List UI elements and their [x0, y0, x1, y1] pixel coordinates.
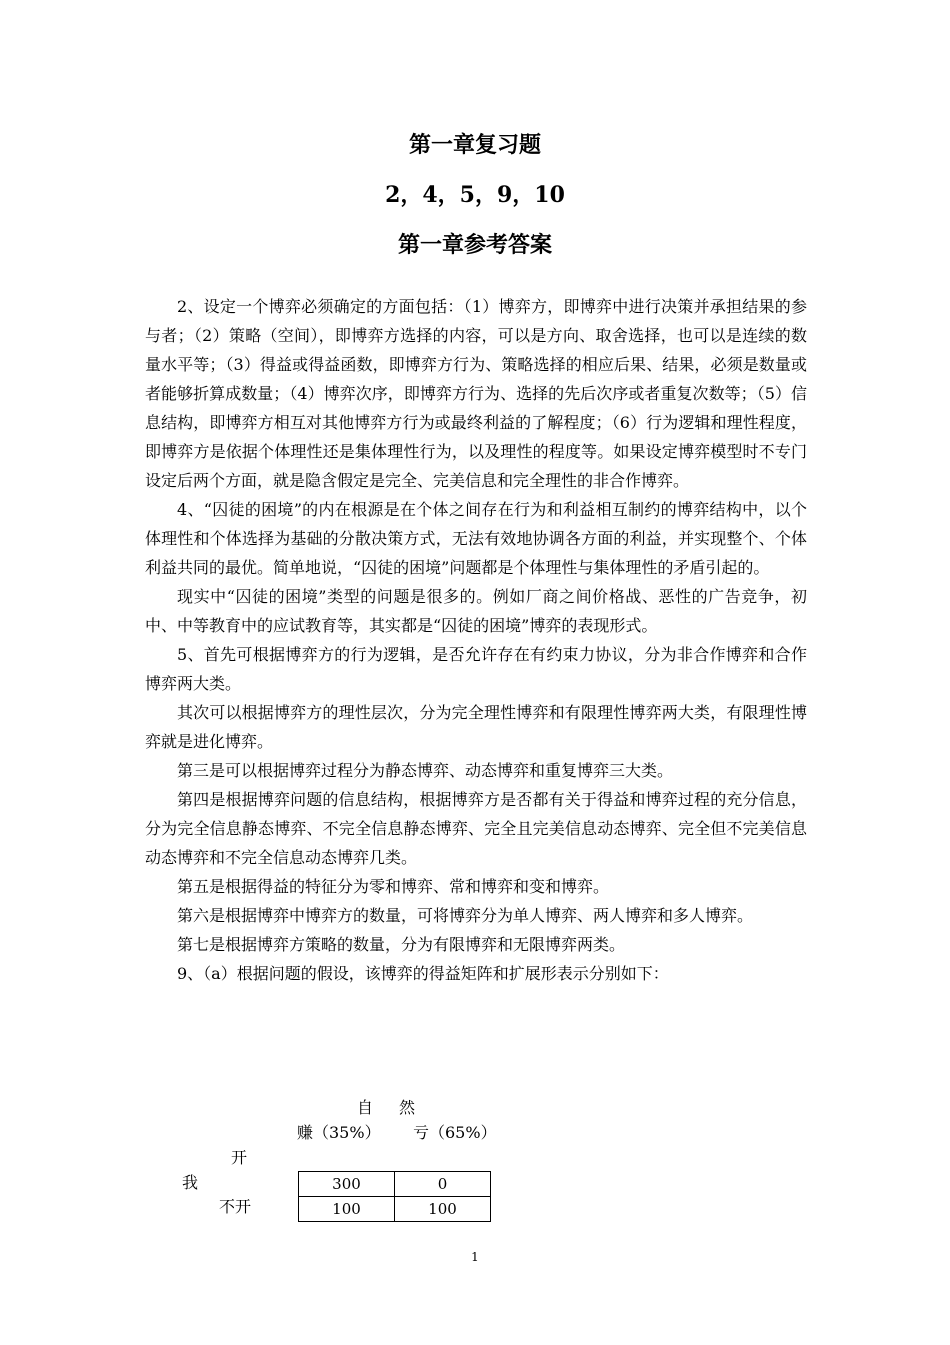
problem-list: 2，4，5，9，10: [385, 182, 565, 208]
payoff-cell: 100: [395, 1197, 491, 1222]
paragraph: 4、“囚徒的困境”的内在根源是在个体之间存在行为和利益相互制约的博弈结构中，以个体理性和个体选择为基础的分散决策方式，无法有效地协调各方面的利益，并实现整个、个体利益共同的最优。简单地说，“囚徒的困境”问题都是个体理性与集体理性的矛盾引起的。: [145, 500, 807, 577]
paragraph: 其次可以根据博弈方的理性层次，分为完全理性博弈和有限理性博弈两大类，有限理性博弈就是进化博弈。: [145, 703, 807, 751]
paragraph: 第七是根据博弈方策略的数量，分为有限博弈和无限博弈两类。: [177, 935, 626, 954]
paragraph: 第五是根据得益的特征分为零和博弈、常和博弈和变和博弈。: [177, 877, 610, 896]
column-header-loss: 亏（65%）: [413, 1123, 497, 1142]
row-label-open: 开: [231, 1148, 248, 1167]
paragraph: 现实中“囚徒的困境”类型的问题是很多的。例如厂商之间价格战、恶性的广告竞争，初中、中等教育中的应试教育等，其实都是“囚徒的困境”博弈的表现形式。: [145, 587, 807, 635]
row-label-not-open: 不开: [219, 1197, 252, 1216]
payoff-cell: 300: [299, 1172, 395, 1197]
payoff-matrix: [298, 1171, 491, 1222]
table-row: [299, 1172, 491, 1197]
paragraph: 第六是根据博弈中博弈方的数量，可将博弈分为单人博弈、两人博弈和多人博弈。: [177, 906, 754, 925]
page-title: 第一章复习题: [408, 132, 541, 158]
paragraph: 9、（a）根据问题的假设，该博弈的得益矩阵和扩展形表示分别如下：: [177, 964, 669, 983]
page-number: 1: [471, 1250, 479, 1264]
payoff-cell: 0: [395, 1172, 491, 1197]
table-row: [299, 1197, 491, 1222]
answer-body: [145, 292, 807, 988]
answers-title: 第一章参考答案: [397, 232, 552, 258]
paragraph: 5、首先可根据博弈方的行为逻辑，是否允许存在有约束力协议，分为非合作博弈和合作博弈两大类。: [145, 645, 807, 693]
paragraph: 第四是根据博弈问题的信息结构，根据博弈方是否都有关于得益和博弈过程的充分信息，分为完全信息静态博弈、不完全信息静态博弈、完全且完美信息动态博弈、完全但不完美信息动态博弈和不完全信息动态博弈几类。: [145, 790, 807, 867]
player-label: 我: [182, 1173, 199, 1192]
payoff-cell: 100: [299, 1197, 395, 1222]
column-header-gain: 赚（35%）: [297, 1123, 381, 1142]
paragraph: 2、设定一个博弈必须确定的方面包括：（1）博弈方，即博弈中进行决策并承担结果的参与者；（2）策略（空间），即博弈方选择的内容，可以是方向、取舍选择，也可以是连续的数量水平等；（3）得益或得益函数，即博弈方行为、策略选择的相应后果、结果，必须是数量或者能够折算成数量；（4）博弈次序，即博弈方行为、选择的先后次序或者重复次数等；（5）信息结构，即博弈方相互对其他博弈方行为或最终利益的了解程度；（6）行为逻辑和理性程度，即博弈方是依据个体理性还是集体理性行为，以及理性的程度等。如果设定博弈模型时不专门设定后两个方面，就是隐含假定是完全、完美信息和完全理性的非合作博弈。: [145, 297, 807, 490]
paragraph: 第三是可以根据博弈过程分为静态博弈、动态博弈和重复博弈三大类。: [177, 761, 674, 780]
nature-label: 自然: [357, 1098, 442, 1117]
